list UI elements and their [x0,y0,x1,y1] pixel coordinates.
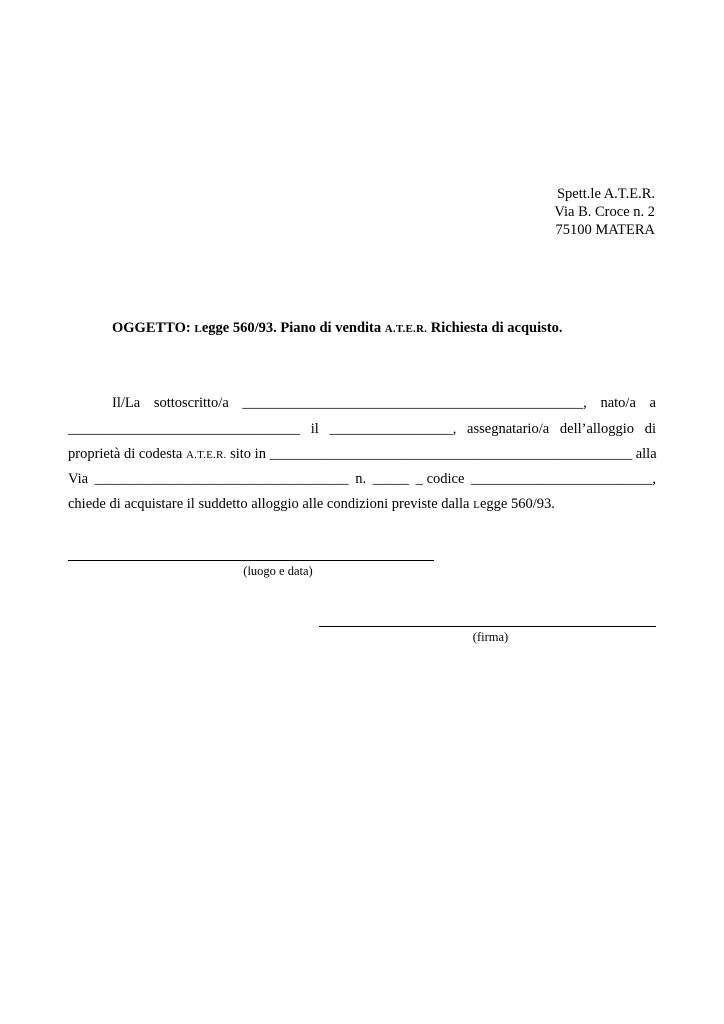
body-l5-L: L [473,499,480,511]
birthdate-blank: _________________, [329,421,457,437]
number-blank: _____ [372,471,410,487]
subject-legge-initial: L [194,323,202,335]
body-l1-a: Il/La [112,395,141,411]
body-l5-b: egge 560/93. [480,496,555,512]
body-l5-a: chiede di acquistare il suddetto alloggio alle condizioni previste dalla [68,496,474,512]
body-l3-d: alla [632,446,657,462]
subject-ater: A.T.E.R. [384,323,428,335]
body-line-3 [68,446,656,466]
body-line-1 [68,395,656,415]
signature-caption: (firma) [472,630,509,644]
place-date-caption: (luogo e data) [243,564,313,578]
body-line-5 [68,496,656,516]
code-blank: _________________________, [471,471,656,487]
recipient-address [554,185,655,239]
subject-tail: Richiesta di acquisto. [427,320,563,336]
body-l1-e: a [649,395,656,411]
body-l3-b: sito in [226,446,270,462]
subject-legge-rest: egge 560/93. Piano di vendita [201,320,385,336]
subject-label: OGGETTO: [112,320,195,336]
birthplace-blank: ________________________________ [68,421,300,437]
location-blank: __________________________________________________ [269,446,633,462]
body-l4-e: _ codice [415,471,465,487]
body-l3-ater: A.T.E.R. [185,449,227,461]
signature-line[interactable] [319,626,656,627]
recipient-city: 75100 MATERA [555,222,655,238]
body-l2-d: assegnatario/a [467,421,550,437]
body-line-2 [68,421,656,441]
body-l4-c: n. [355,471,367,487]
body-l2-f: di [644,421,656,437]
body-l2-b: il [310,421,319,437]
body-l1-b: sottoscritto/a [153,395,229,411]
subject-line [112,320,562,337]
body-l1-d: nato/a [600,395,636,411]
recipient-name: Spett.le A.T.E.R. [556,186,655,202]
recipient-street: Via B. Croce n. 2 [554,204,655,220]
signature-block [319,618,656,645]
street-blank: ___________________________________ [94,471,349,487]
body-l4-a: Via [68,471,89,487]
name-blank: _______________________________________________, [242,395,587,411]
body-line-4 [68,471,656,491]
place-date-block [68,552,434,579]
body-l2-e: dell’alloggio [559,421,634,437]
place-date-line[interactable] [68,560,434,561]
body-l3-a: proprietà di codesta [68,446,186,462]
